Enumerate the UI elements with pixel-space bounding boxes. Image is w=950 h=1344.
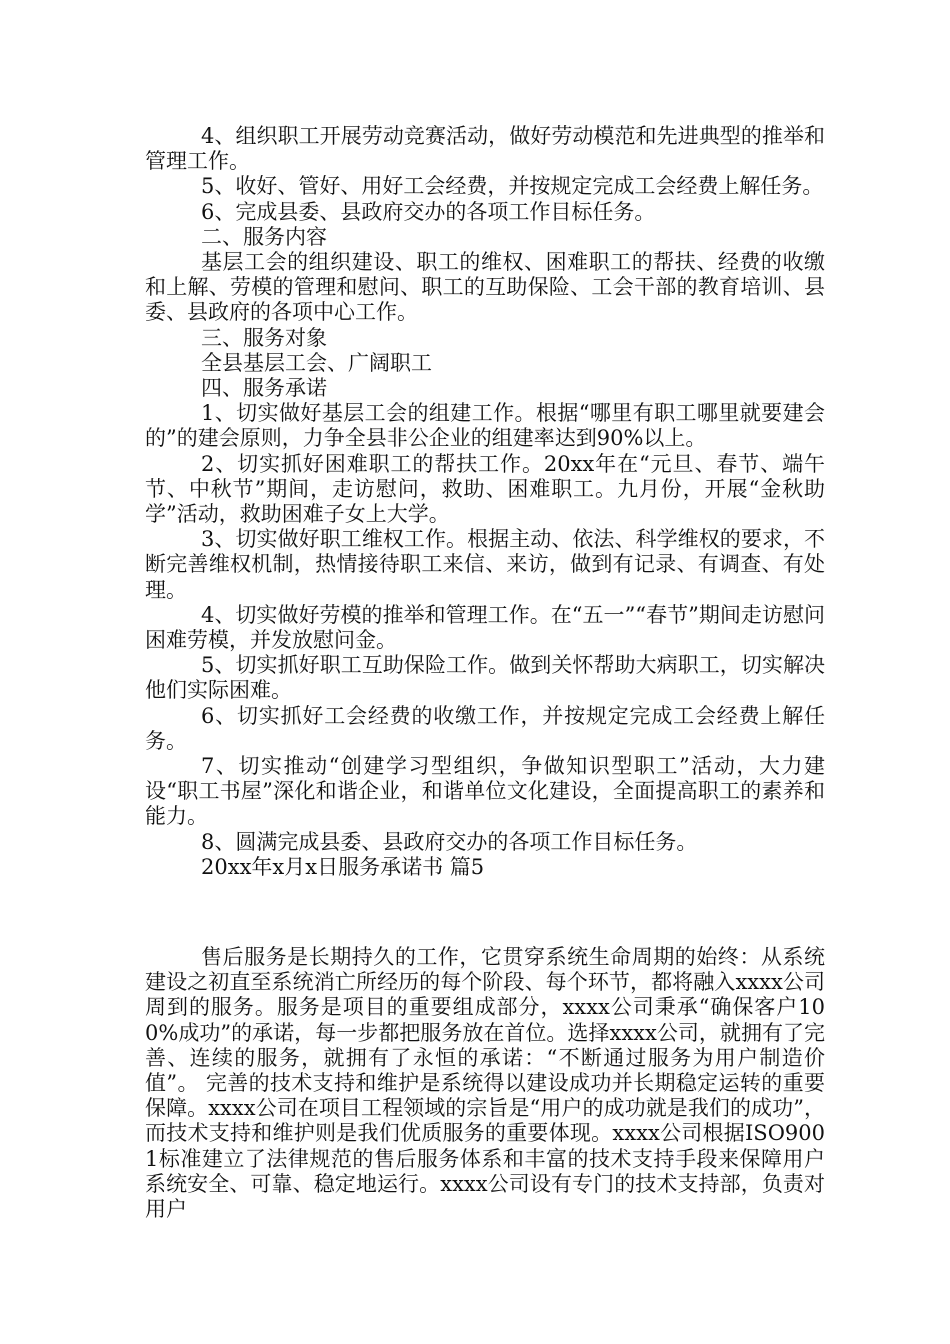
paragraph: 6、完成县委、县政府交办的各项工作目标任务。	[201, 199, 656, 224]
document-section-lower	[145, 945, 825, 1222]
paragraph: 5、切实抓好职工互助保险工作。做到关怀帮助大病职工，切实解决他们实际困难。	[145, 653, 825, 703]
paragraph: 基层工会的组织建设、职工的维权、困难职工的帮扶、经费的收缴和上解、劳模的管理和慰问、职工的互助保险、工会干部的教育培训、县委、县政府的各项中心工作。	[145, 250, 825, 325]
paragraph: 8、圆满完成县委、县政府交办的各项工作目标任务。	[201, 829, 698, 854]
date-and-section-title: 20xx年x月x日服务承诺书 篇5	[201, 854, 485, 879]
paragraph: 全县基层工会、广阔职工	[201, 350, 432, 375]
heading-service-target: 三、服务对象	[201, 325, 327, 350]
paragraph: 7、切实推动“创建学习型组织，争做知识型职工”活动，大力建设“职工书屋”深化和谐企业，和谐单位文化建设，全面提高职工的素养和能力。	[145, 754, 825, 829]
heading-service-content: 二、服务内容	[201, 224, 327, 249]
document-section-upper	[145, 124, 825, 880]
paragraph: 4、切实做好劳模的推举和管理工作。在“五一”“春节”期间走访慰问困难劳模，并发放慰问金。	[145, 602, 825, 653]
paragraph: 4、组织职工开展劳动竞赛活动，做好劳动模范和先进典型的推举和管理工作。	[145, 124, 825, 174]
heading-service-promise: 四、服务承诺	[201, 376, 327, 401]
paragraph: 售后服务是长期持久的工作，它贯穿系统生命周期的始终：从系统建设之初直至系统消亡所经历的每个阶段、每个环节，都将融入xxxx公司周到的服务。服务是项目的重要组成部分，xxxx公司秉承“确保客户100%成功”的承诺，每一步都把服务放在首位。选择xxxx公司，就拥有了完善、连续的服务，就拥有了永恒的承诺：“不断通过服务为用户制造价值”。 完善的技术支持和维护是系统得以建设成功并长期稳定运转的重要保障。xxxx公司在项目工程领域的宗旨是“用户的成功就是我们的成功”，而技术支持和维护则是我们优质服务的重要体现。xxxx公司根据ISO9001标准建立了法律规范的售后服务体系和丰富的技术支持手段来保障用户系统安全、可靠、稳定地运行。xxxx公司设有专门的技术支持部，负责对用户	[145, 945, 825, 1222]
paragraph: 3、切实做好职工维权工作。根据主动、依法、科学维权的要求，不断完善维权机制，热情接待职工来信、来访，做到有记录、有调查、有处理。	[145, 527, 825, 602]
paragraph: 1、切实做好基层工会的组建工作。根据“哪里有职工哪里就要建会的”的建会原则，力争全县非公企业的组建率达到90%以上。	[145, 401, 825, 451]
paragraph: 2、切实抓好困难职工的帮扶工作。20xx年在“元旦、春节、端午节、中秋节”期间，走访慰问，救助、困难职工。九月份，开展“金秋助学”活动，救助困难子女上大学。	[145, 451, 825, 527]
paragraph: 5、收好、管好、用好工会经费，并按规定完成工会经费上解任务。	[201, 174, 824, 199]
paragraph: 6、切实抓好工会经费的收缴工作，并按规定完成工会经费上解任务。	[145, 703, 825, 753]
